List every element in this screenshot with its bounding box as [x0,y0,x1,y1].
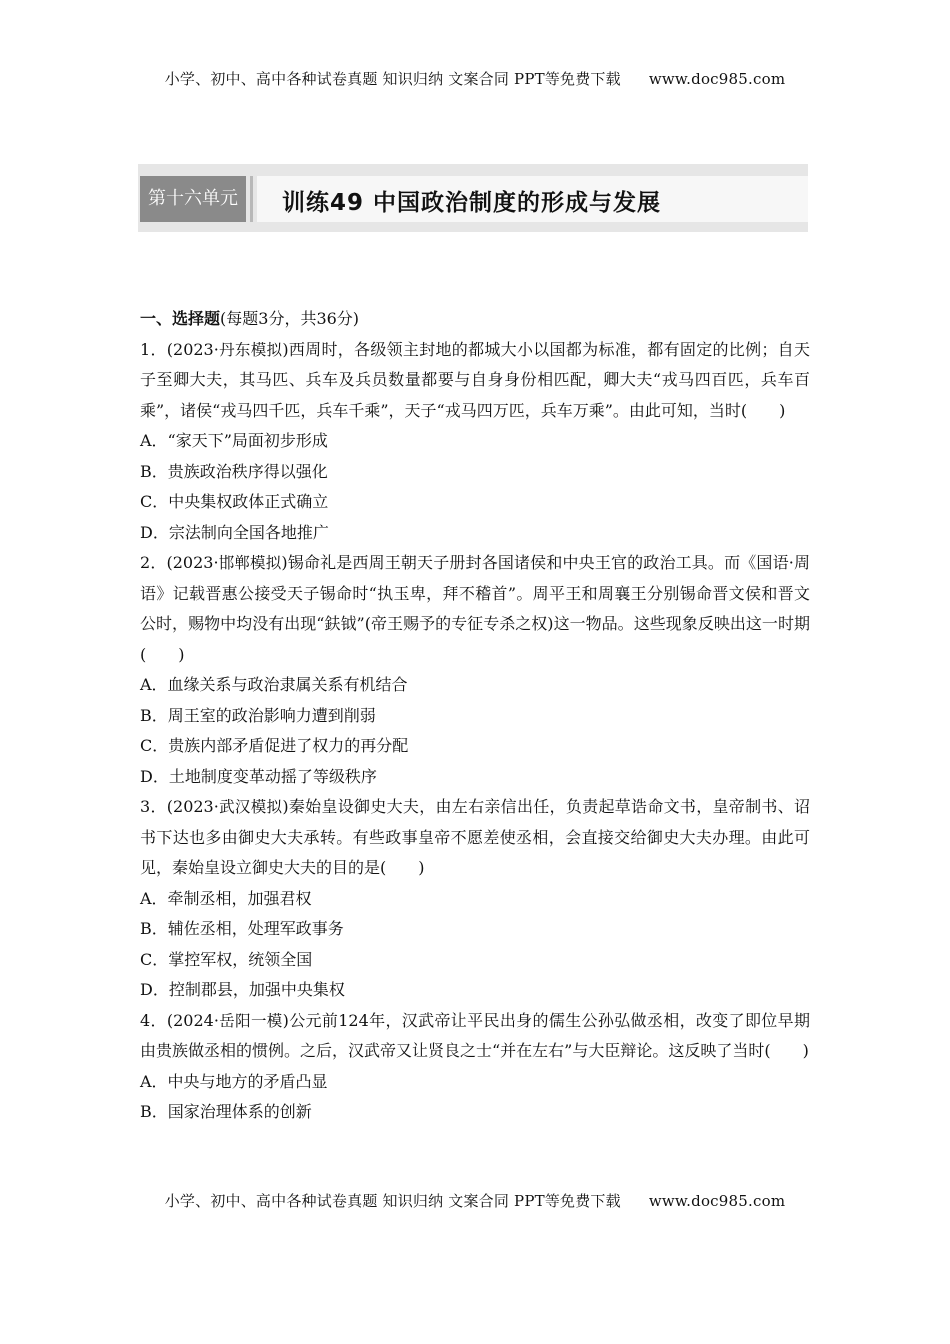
banner-divider [250,176,253,222]
question-stem [140,548,810,670]
question-3 [140,792,810,1006]
question-4 [140,1006,810,1128]
question-text: )公元前124年，汉武帝让平民出身的儒生公孙弘做丞相，改变了即位早期由贵族做丞相的惯例。之后，汉武帝又让贤良之士“并在左右”与大臣辩论。这反映了当时( ) [140,1010,810,1060]
question-year: 2024· [173,1010,219,1030]
question-source: 武汉模拟 [218,798,283,816]
option-d[interactable]: D．宗法制向全国各地推广 [140,522,329,542]
option-c[interactable]: C．贵族内部矛盾促进了权力的再分配 [140,736,409,755]
option-a[interactable]: A．“家天下”局面初步形成 [140,431,328,450]
page-header [0,68,950,89]
question-number: 2．( [140,553,173,572]
unit-label: 第十六单元 [140,176,246,222]
option-b[interactable]: B．贵族政治秩序得以强化 [140,461,328,481]
option-d[interactable]: D．土地制度变革动摇了等级秩序 [140,766,377,786]
section-label: 一、选择题 [140,309,221,328]
option-a[interactable]: A．中央与地方的矛盾凸显 [140,1071,328,1091]
question-text: )锡命礼是西周王朝天子册封各国诸侯和中央王官的政治工具。而《国语·周语》记载晋惠公接受天子锡命时“执玉卑，拜不稽首”。周平王和周襄王分别锡命晋文侯和晋文公时，赐物中均没有出现“鈇钺”(帝王赐予的专征专杀之权)这一物品。这些现象反映出这一时期( ) [140,553,810,664]
question-list [140,304,810,1128]
option-d[interactable]: D．控制郡县，加强中央集权 [140,980,345,999]
option-c[interactable]: C．掌控军权，统领全国 [140,949,313,969]
option-b[interactable]: B．周王室的政治影响力遭到削弱 [140,705,376,725]
page-footer [0,1190,950,1211]
section-heading [140,304,810,335]
question-1 [140,335,810,549]
question-number: 1．( [140,339,174,359]
question-year: 2023· [173,339,219,359]
page-title: 训练49 中国政治制度的形成与发展 [282,190,662,216]
question-number: 4．( [140,1010,174,1030]
question-stem [140,1006,810,1067]
question-stem [140,792,810,884]
question-2 [140,548,810,792]
question-source: 岳阳一模 [218,1011,283,1030]
question-source: 邯郸模拟 [218,554,282,572]
option-b[interactable]: B．辅佐丞相，处理军政事务 [140,919,344,938]
section-note: (每题3分，共36分) [220,309,360,328]
footer-text: 小学、初中、高中各种试卷真题 知识归纳 文案合同 PPT等免费下载 [164,1192,621,1210]
question-text: )秦始皇设御史大夫，由左右亲信出任，负责起草诰命文书，皇帝制书、诏书下达也多由御史大夫承转。有些政事皇帝不愿差使丞相，会直接交给御史大夫办理。由此可见，秦始皇设立御史大夫的目的是( ) [140,797,810,877]
unit-banner [138,164,808,232]
header-site[interactable]: www.doc985.com [648,70,786,88]
question-text: )西周时，各级领主封地的都城大小以国都为标准，都有固定的比例；自天子至卿大夫，其马匹、兵车及兵员数量都要与自身身份相匹配，卿大夫“戎马四百匹，兵车百乘”，诸侯“戎马四千匹，兵车千乘”，天子“戎马四万匹，兵车万乘”。由此可知，当时( ) [140,339,810,420]
header-text: 小学、初中、高中各种试卷真题 知识归纳 文案合同 PPT等免费下载 [164,70,621,88]
question-source: 丹东模拟 [218,340,283,359]
question-year: 2023· [172,553,219,572]
question-stem [140,335,810,427]
option-a[interactable]: A．血缘关系与政治隶属关系有机结合 [140,675,408,694]
option-b[interactable]: B．国家治理体系的创新 [140,1102,312,1121]
footer-site[interactable]: www.doc985.com [648,1192,786,1210]
question-number: 3．( [140,797,174,816]
question-year: 2023· [173,797,219,816]
option-a[interactable]: A．牵制丞相，加强君权 [140,888,312,908]
option-c[interactable]: C．中央集权政体正式确立 [140,492,329,511]
